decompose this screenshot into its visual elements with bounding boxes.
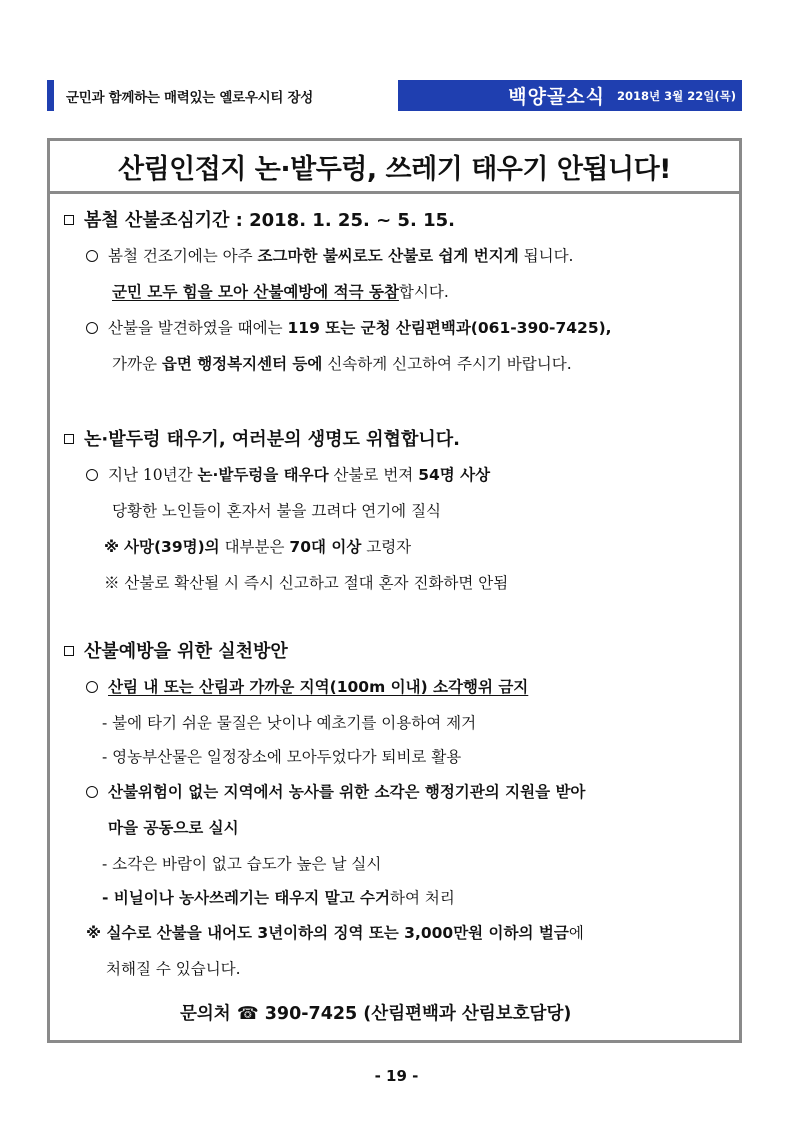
dash-item-collect-waste: - 비닐이나 농사쓰레기는 태우지 말고 수거하여 처리 (102, 889, 455, 907)
note-report-immediately: ※ 산불로 확산될 시 즉시 신고하고 절대 혼자 진화하면 안됨 (104, 574, 509, 592)
article-title: 산림인접지 논·밭두렁, 쓰레기 태우기 안됩니다! (50, 141, 739, 194)
section-heading-prevention: 산불예방을 위한 실천방안 (64, 637, 288, 663)
phone-icon: ☎ (236, 1004, 259, 1024)
header-accent-bar (47, 80, 54, 111)
section-heading-fire-season: 봄철 산불조심기간 : 2018. 1. 25. ~ 5. 15. (64, 206, 455, 232)
header-slogan: 군민과 함께하는 매력있는 옐로우시티 장성 (66, 90, 313, 106)
paragraph-report: 산불을 발견하였을 때에는 119 또는 군청 산림편백과(061-390-7425), (86, 316, 612, 338)
header-newsletter-box (398, 80, 742, 111)
bullet-burning-ban: 산림 내 또는 산림과 가까운 지역(100m 이내) 소각행위 금지 (86, 675, 528, 697)
contact-line: 문의처 ☎ 390-7425 (산림편백과 산림보호담당) (180, 1004, 572, 1024)
section-heading-danger: 논·밭두렁 태우기, 여러분의 생명도 위협합니다. (64, 425, 460, 451)
issue-date: 2018년 3월 22일(목) (617, 88, 736, 103)
dash-item-remove: - 불에 타기 쉬운 물질은 낫이나 예초기를 이용하여 제거 (102, 714, 477, 732)
paragraph-participate: 군민 모두 힘을 모아 산불예방에 적극 동참합시다. (112, 283, 449, 301)
newsletter-name: 백양골소식 (508, 86, 606, 108)
note-penalty-cont: 처해질 수 있습니다. (106, 960, 241, 978)
checkbox-bullet-icon (64, 215, 74, 225)
paragraph-dry-season: 봄철 건조기에는 아주 조그마한 불씨로도 산불로 쉽게 번지게 됩니다. (86, 244, 573, 266)
paragraph-report-cont: 가까운 읍면 행정복지센터 등에 신속하게 신고하여 주시기 바랍니다. (112, 355, 572, 373)
bullet-joint-burning-cont: 마을 공동으로 실시 (108, 819, 239, 837)
circle-bullet-icon (86, 469, 98, 481)
page-number: - 19 - (374, 1067, 419, 1085)
note-elderly: ※ 사망(39명)의 대부분은 70대 이상 고령자 (104, 538, 412, 556)
circle-bullet-icon (86, 322, 98, 334)
dash-item-compost: - 영농부산물은 일정장소에 모아두었다가 퇴비로 활용 (102, 748, 462, 766)
paragraph-casualties: 지난 10년간 논·밭두렁을 태우다 산불로 번져 54명 사상 (86, 463, 490, 485)
dash-item-humid-day: - 소각은 바람이 없고 습도가 높은 날 실시 (102, 855, 382, 873)
checkbox-bullet-icon (64, 646, 74, 656)
checkbox-bullet-icon (64, 434, 74, 444)
bullet-joint-burning: 산불위험이 없는 지역에서 농사를 위한 소각은 행정기관의 지원을 받아 (86, 780, 585, 802)
note-penalty: ※ 실수로 산불을 내어도 3년이하의 징역 또는 3,000만원 이하의 벌금에 (86, 924, 584, 942)
circle-bullet-icon (86, 250, 98, 262)
circle-bullet-icon (86, 681, 98, 693)
paragraph-suffocation: 당황한 노인들이 혼자서 불을 끄려다 연기에 질식 (112, 502, 442, 520)
circle-bullet-icon (86, 786, 98, 798)
